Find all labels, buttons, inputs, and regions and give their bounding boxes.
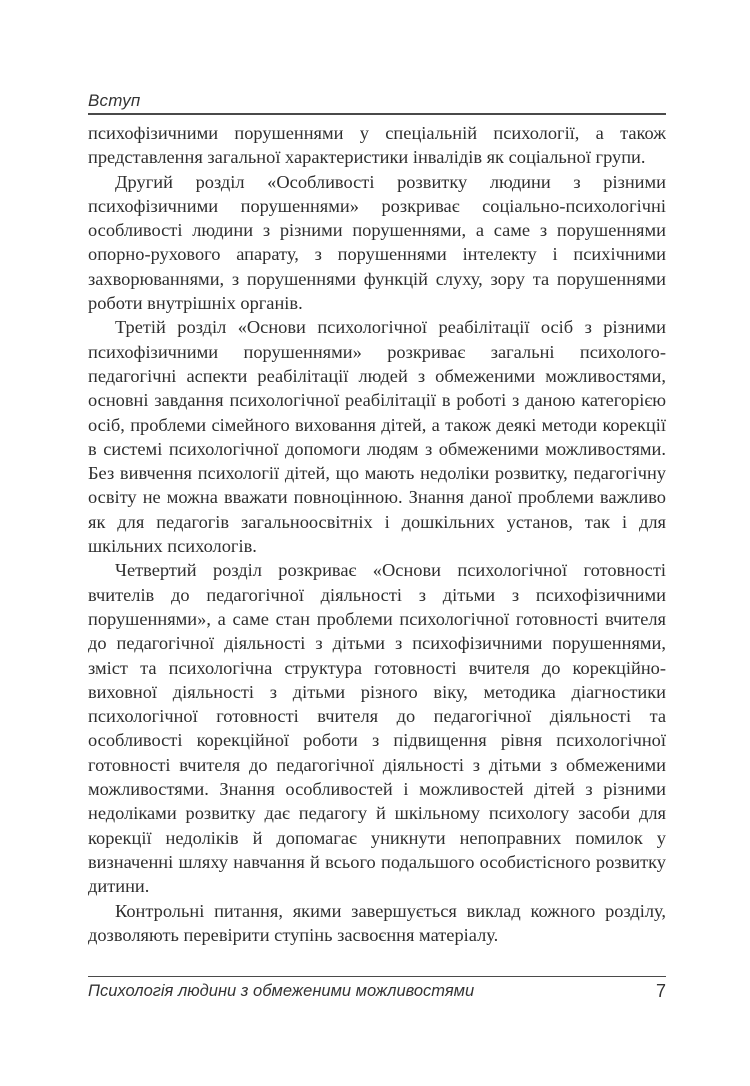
running-head: Вступ	[88, 91, 141, 110]
paragraph-control-questions: Контрольні питання, якими завершується виклад кожного розділу, дозволяють перевірити ступінь засвоєння матеріалу.	[88, 900, 666, 945]
paragraph-fourth-section: Четвертий розділ розкриває «Основи психологічної готовності вчителів до педагогічної діяльності з дітьми з психофізичними порушеннями», а саме стан проблеми психологічної готовності вчителя до педагогічної діяльності з дітьми з психофізичними порушеннями, зміст та психологічна структура готовності вчителя до корекційно-виховної діяльності з дітьми різного віку, методика діагностики психологічної готовності вчителя до педагогічної діяльності та особливості корекційної роботи з підвищення рівня психологічної готовності вчителя до педагогічної діяльності з дітьми з обмеженими можливостями. Знання особливостей і можливостей дітей з різними недоліками розвитку дає педагогу й шкільному психологу засоби для корекції недоліків й допомагає уникнути непоправних помилок у визначенні шляху навчання й всього подальшого особистісного розвитку дитини.	[88, 560, 666, 897]
header-rule	[88, 113, 666, 115]
footer-rule	[88, 976, 666, 977]
running-foot: Психологія людини з обмеженими можливостями	[88, 982, 475, 1000]
body-text	[88, 121, 666, 947]
paragraph-second-section: Другий розділ «Особливості розвитку людини з різними психофізичними порушеннями» розкриває соціально-психологічні особливості людини з різними порушеннями, а саме з порушеннями опорно-рухового апарату, з порушеннями інтелекту і психічними захворюваннями, з порушеннями функцій слуху, зору та порушеннями роботи внутрішніх органів.	[88, 171, 666, 314]
page-number: 7	[655, 981, 666, 1001]
paragraph-continuation: психофізичними порушеннями у спеціальній психології, а також представлення загальної характеристики інвалідів як соціальної групи.	[88, 123, 666, 168]
paragraph-third-section: Третій розділ «Основи психологічної реабілітації осіб з різними психофізичними порушеннями» розкриває загальні психолого-педагогічні аспекти реабілітації людей з обмеженими можливостями, основні завдання психологічної реабілітації в роботі з даною категорією осіб, проблеми сімейного виховання дітей, а також деякі методи корекції в системі психологічної допомоги людям з обмеженими можливостями. Без вивчення психології дітей, що мають недоліки розвитку, педагогічну освіту не можна вважати повноцінною. Знання даної проблеми важливо як для педагогів загальноосвітніх і дошкільних установ, так і для шкільних психологів.	[88, 317, 666, 557]
